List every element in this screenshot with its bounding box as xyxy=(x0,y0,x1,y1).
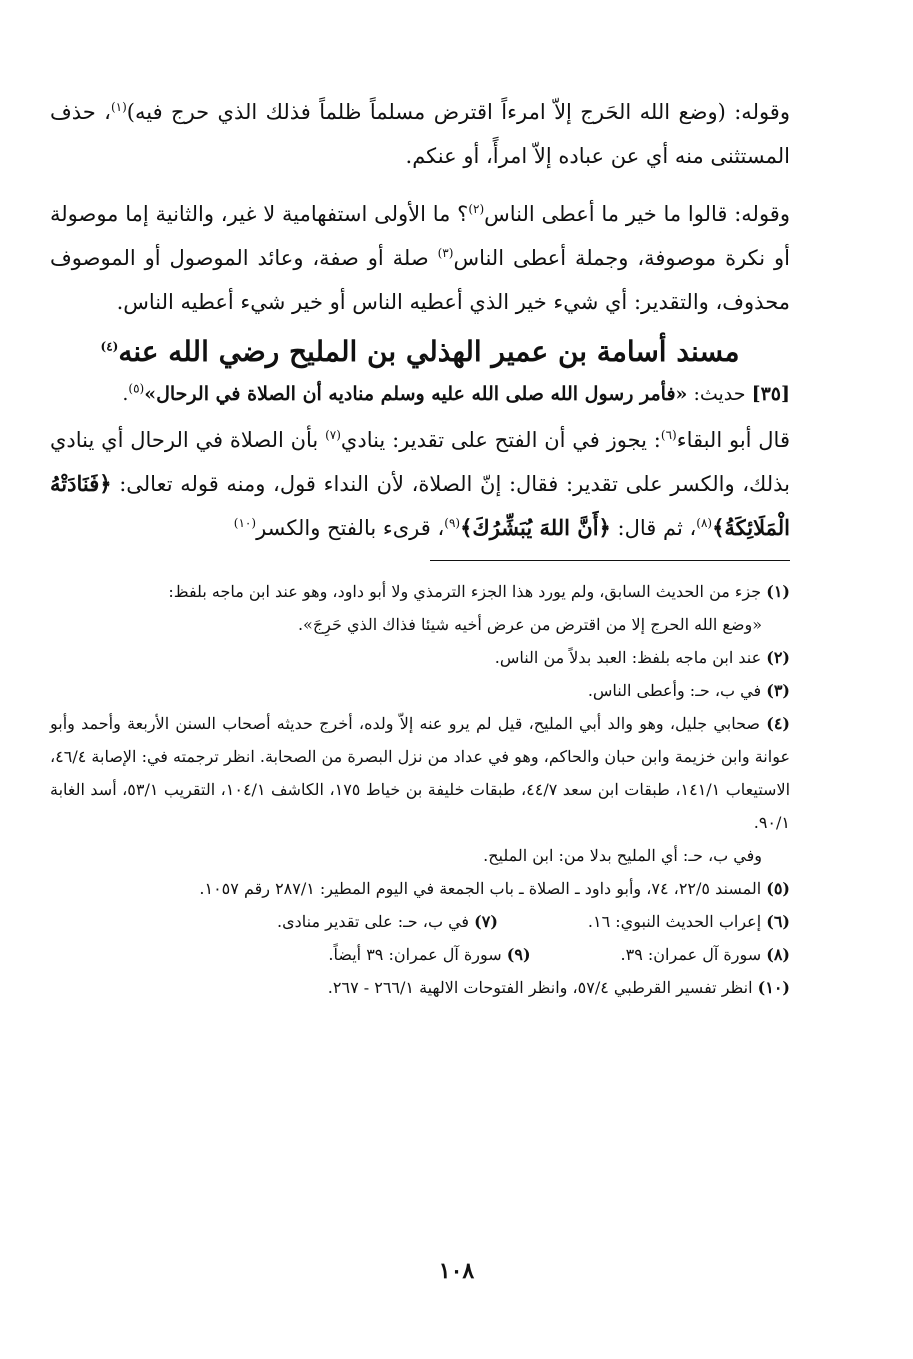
footnote-ref-7: (٧) xyxy=(325,428,341,442)
footnote-row-6-7 xyxy=(50,905,790,938)
footnote-8: (٨) سورة آل عمران: ٣٩. xyxy=(620,945,790,964)
hadith-text: «فأمر رسول الله صلى الله عليه وسلم مناديه أن الصلاة في الرحال» xyxy=(144,383,688,405)
paragraph-2: وقوله: قالوا ما خير ما أعطى الناس$^{(٢)}$؟ ما الأولى استفهامية لا غير، والثانية إما موصولة أو نكرة موصوفة، وجملة أعطى الناس$^{(٣)}$ صلة أو صفة، وعائد الموصول أو الموصوف محذوف، والتقدير: أي شيء خير الذي أعطيه الناس أو خير شيء أعطيه الناس. xyxy=(50,202,790,314)
footnote-6: (٦) إعراب الحديث النبوي: ١٦. xyxy=(587,912,790,931)
quran-quote-2: ﴿أَنَّ اللهَ يُبَشِّرُكَ﴾ xyxy=(460,515,611,540)
quran-quote-1: ﴿فَنَادَتْهُ الْمَلَائِكَةُ﴾ xyxy=(50,471,790,540)
hadith-label: حديث: xyxy=(693,383,746,405)
footnote-3: (٣) في ب، حـ: وأعطى الناس. xyxy=(587,681,790,700)
hadith-line: [٣٥] حديث: «فأمر رسول الله صلى الله عليه وسلم مناديه أن الصلاة في الرحال»$^{(٥)}$. xyxy=(122,381,790,405)
footnotes xyxy=(50,575,790,1004)
footnote-5: (٥) المسند ٢٢/٥، ٧٤، وأبو داود ـ الصلاة ـ باب الجمعة في اليوم المطير: ٢٨٧/١ رقم ١٠٥٧. xyxy=(199,879,790,898)
footnote-ref-3: (٣) xyxy=(437,246,454,260)
footnote-ref-8: (٨) xyxy=(696,516,713,530)
footnote-ref-10: (١٠) xyxy=(233,516,257,530)
footnote-7: (٧) في ب، حـ: على تقدير منادى. xyxy=(277,912,498,931)
footnote-2: (٢) عند ابن ماجه بلفظ: العبد بدلاً من الناس. xyxy=(494,648,790,667)
section-title: مسند أسامة بن عمير الهذلي بن المليح رضي الله عنه$^{(٤)}$ xyxy=(100,335,740,368)
footnote-ref-6: (٦) xyxy=(660,428,677,442)
paragraph-3: قال أبو البقاء$^{(٦)}$: يجوز في أن الفتح على تقدير: ينادي$^{(٧)}$ بأن الصلاة في الرحال أي ينادي بذلك، والكسر على تقدير: فقال: إنّ الصلاة، لأن النداء قول، ومنه قوله تعالى: ﴿فَنَادَتْهُ الْمَلَائِكَةُ﴾$^{(٨)}$، ثم قال: ﴿أَنَّ اللهَ يُبَشِّرُكَ﴾$^{(٩)}$، قرىء بالفتح والكسر$^{(١٠)}$ xyxy=(50,428,790,540)
footnote-1: (١) جزء من الحديث السابق، ولم يورد هذا الجزء الترمذي ولا أبو داود، وهو عند ابن ماجه بلفظ: «وضع الله الحرج إلا من اقترض من عرض أخيه شيئا فذاك الذي حَرِجَ». xyxy=(168,582,790,634)
footnote-row-8-9 xyxy=(50,938,790,971)
footnote-ref-5: (٥) xyxy=(128,381,145,396)
footnote-divider xyxy=(430,560,790,561)
footnote-ref-1: (١) xyxy=(110,100,127,114)
footnote-4: (٤) صحابي جليل، وهو والد أبي المليح، قيل لم يرو عنه إلاّ ولده، أخرج حديثه أصحاب السنن الأربعة وأحمد وأبو عوانة وابن خزيمة وابن حبان والحاكم، وهو في عداد من نزل البصرة من الصحابة. انظر ترجمته في: الإصابة ٤٦/٤، الاستيعاب ١٤١/١، طبقات ابن سعد ٤٤/٧، طبقات خليفة بن خياط ١٧٥، الكاشف ١٠٤/١، التقريب ٥٣/١، أسد الغابة ٩٠/١. وفي ب، حـ: أي المليح بدلا من: ابن المليح. xyxy=(49,714,791,865)
footnote-9: (٩) سورة آل عمران: ٣٩ أيضاً. xyxy=(328,945,531,964)
footnote-ref-9: (٩) xyxy=(444,516,461,530)
hadith-number: [٣٥] xyxy=(751,383,790,405)
footnote-ref-4: (٤) xyxy=(100,339,119,354)
footnote-ref-2: (٢) xyxy=(468,202,485,216)
page-number: ١٠٨ xyxy=(438,1258,475,1284)
footnote-10: (١٠) انظر تفسير القرطبي ٥٧/٤، وانظر الفتوحات الالهية ٢٦٦/١ - ٢٦٧. xyxy=(327,978,790,997)
page-body xyxy=(50,90,790,1004)
paragraph-1: وقوله: (وضع الله الحَرج إلاّ امرءاً اقترض مسلماً ظلماً فذلك الذي حرج فيه)$^{(١)}$، حذف المستثنى منه أي عن عباده إلاّ امرأً، أو عنكم. xyxy=(50,100,790,168)
